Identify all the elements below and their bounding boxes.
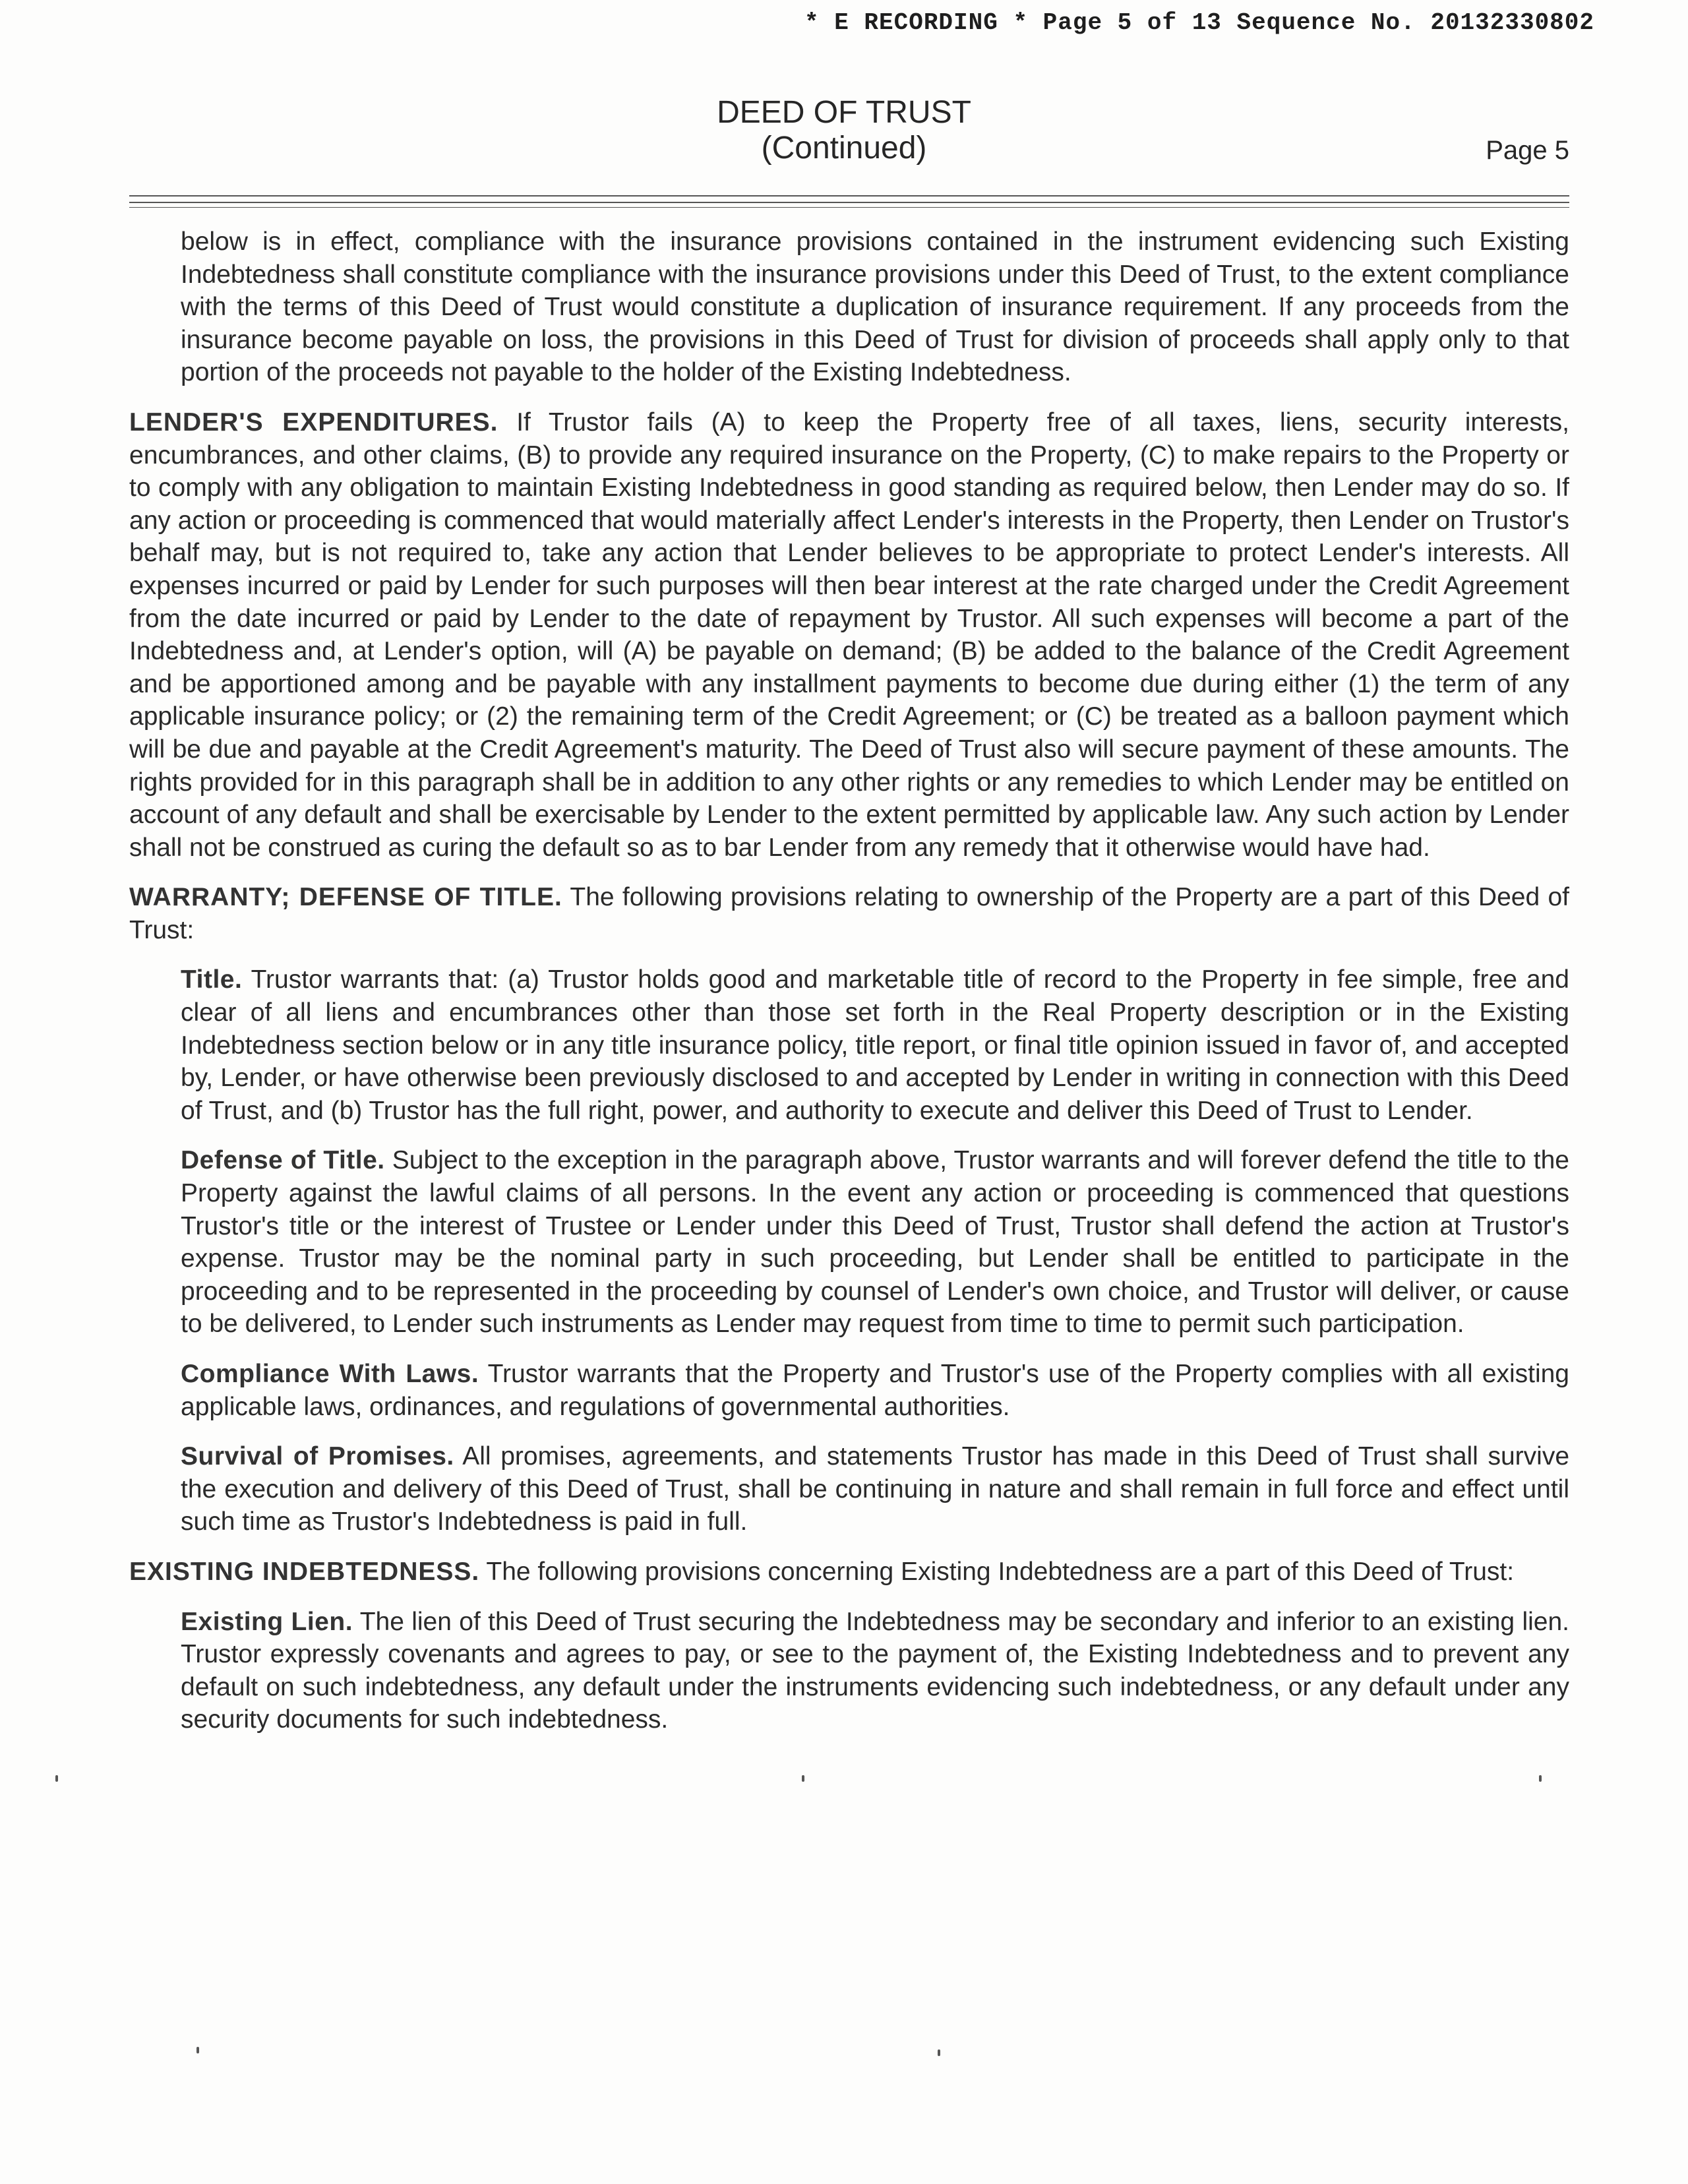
lenders-expenditures-paragraph [129,406,1569,864]
paragraph-text: Trustor warrants that the Property and Trustor's use of the Property complies with all existing applicable laws, ordinances, and regulations of governmental authorities. [181,1360,1569,1421]
paragraph-text: Subject to the exception in the paragraph above, Trustor warrants and will forever defend the title to the Property against the lawful claims of all persons. In the event any action or proceeding is commenced that questions Trustor's title or the interest of Trustee or Lender under this Deed of Trust, Trustor shall defend the action at Trustor's expense. Trustor may be the nominal party in such proceeding, but Lender shall be entitled to participate in the proceeding and to be represented in the proceeding by counsel of Lender's own choice, and Trustor will deliver, or cause to be delivered, to Lender such instruments as Lender may request from time to time to permit such participation. [181,1146,1569,1339]
paragraph-text: If Trustor fails (A) to keep the Property free of all taxes, liens, security interests, encumbrances, and other claims, (B) to provide any required insurance on the Property, (C) to make repairs to the Property or to comply with any obligation to maintain Existing Indebtedness in good standing as required below, then Lender may do so. If any action or proceeding is commenced that would materially affect Lender's interests in the Property, then Lender on Trustor's behalf may, but is not required to, take any action that Lender believes to be appropriate to protect Lender's interests. All expenses incurred or paid by Lender for such purposes will then bear interest at the rate charged under the Credit Agreement from the date incurred or paid by Lender to the date of repayment by Trustor. All such expenses will become a part of the Indebtedness and, at Lender's option, will (A) be payable on demand; (B) be added to the balance of the Credit Agreement and be apportioned among and be payable with any installment payments to become due during either (1) the term of any applicable insurance policy; or (2) the remaining term of the Credit Agreement; or (C) be treated as a balloon payment which will be due and payable at the Credit Agreement's maturity. The Deed of Trust also will secure payment of these amounts. The rights provided for in this paragraph shall be in addition to any other rights or any remedies to which Lender may be entitled on account of any default and shall be exercisable by Lender to the extent permitted by applicable law. Any such action by Lender shall not be construed as curing the default so as to bar Lender from any remedy that it otherwise would have had. [129,408,1569,862]
subsection-heading: Compliance With Laws. [181,1360,479,1388]
scan-speck [802,1775,804,1782]
document-body [129,226,1569,1753]
header-rule [129,202,1569,203]
compliance-paragraph [181,1358,1569,1423]
scan-speck [55,1775,58,1782]
warranty-paragraph [129,881,1569,946]
recording-stamp: * E RECORDING * Page 5 of 13 Sequence No. 20132330802 [804,9,1594,36]
title-paragraph [181,963,1569,1127]
section-heading: LENDER'S EXPENDITURES. [129,408,498,437]
section-heading: WARRANTY; DEFENSE OF TITLE. [129,883,562,912]
scan-speck [196,2047,199,2053]
defense-of-title-paragraph [181,1144,1569,1341]
header-rule [129,195,1569,197]
scan-speck [1539,1775,1542,1782]
existing-lien-paragraph [181,1606,1569,1736]
scan-speck [938,2049,940,2056]
paragraph-text: The following provisions concerning Existing Indebtedness are a part of this Deed of Trust: [486,1557,1515,1586]
section-heading: EXISTING INDEBTEDNESS. [129,1557,480,1586]
existing-indebtedness-paragraph [129,1556,1569,1589]
document-title: DEED OF TRUST [717,95,971,130]
paragraph-text: The lien of this Deed of Trust securing the Indebtedness may be secondary and inferior to an existing lien. Trustor expressly covenants and agrees to pay, or see to the payment of, the Existing Indebtedness and to prevent any default on such indebtedness, any default under the instruments evidencing such indebtedness, or any default under any security documents for such indebtedness. [181,1607,1569,1734]
page-number: Page 5 [1486,136,1569,165]
paragraph-text: Trustor warrants that: (a) Trustor holds good and marketable title of record to the Property in fee simple, free and clear of all liens and encumbrances other than those set forth in the Real Property description or in the Existing Indebtedness section below or in any title insurance policy, title report, or final title opinion issued in favor of, and accepted by, Lender, or have otherwise been previously disclosed to and accepted by Lender in writing in connection with this Deed of Trust, and (b) Trustor has the full right, power, and authority to execute and deliver this Deed of Trust to Lender. [181,965,1569,1125]
survival-paragraph [181,1440,1569,1538]
subsection-heading: Existing Lien. [181,1607,353,1636]
subsection-heading: Survival of Promises. [181,1442,454,1471]
header-rule [129,207,1569,208]
paragraph-text: The following provisions relating to ownership of the Property are a part of this Deed of Trust: [129,883,1569,944]
paragraph-text: All promises, agreements, and statements Trustor has made in this Deed of Trust shall survive the execution and delivery of this Deed of Trust, shall be continuing in nature and shall remain in full force and effect until such time as Trustor's Indebtedness is paid in full. [181,1442,1570,1536]
insurance-continuation-paragraph: below is in effect, compliance with the insurance provisions contained in the instrument evidencing such Existing Indebtedness shall constitute compliance with the insurance provisions under this Deed of Trust, to the extent compliance with the terms of this Deed of Trust would constitute a duplication of insurance requirement. If any proceeds from the insurance become payable on loss, the provisions in this Deed of Trust for division of proceeds shall apply only to that portion of the proceeds not payable to the holder of the Existing Indebtedness. [181,228,1569,387]
subsection-heading: Defense of Title. [181,1146,385,1175]
document-subtitle: (Continued) [761,131,927,166]
subsection-heading: Title. [181,965,243,994]
